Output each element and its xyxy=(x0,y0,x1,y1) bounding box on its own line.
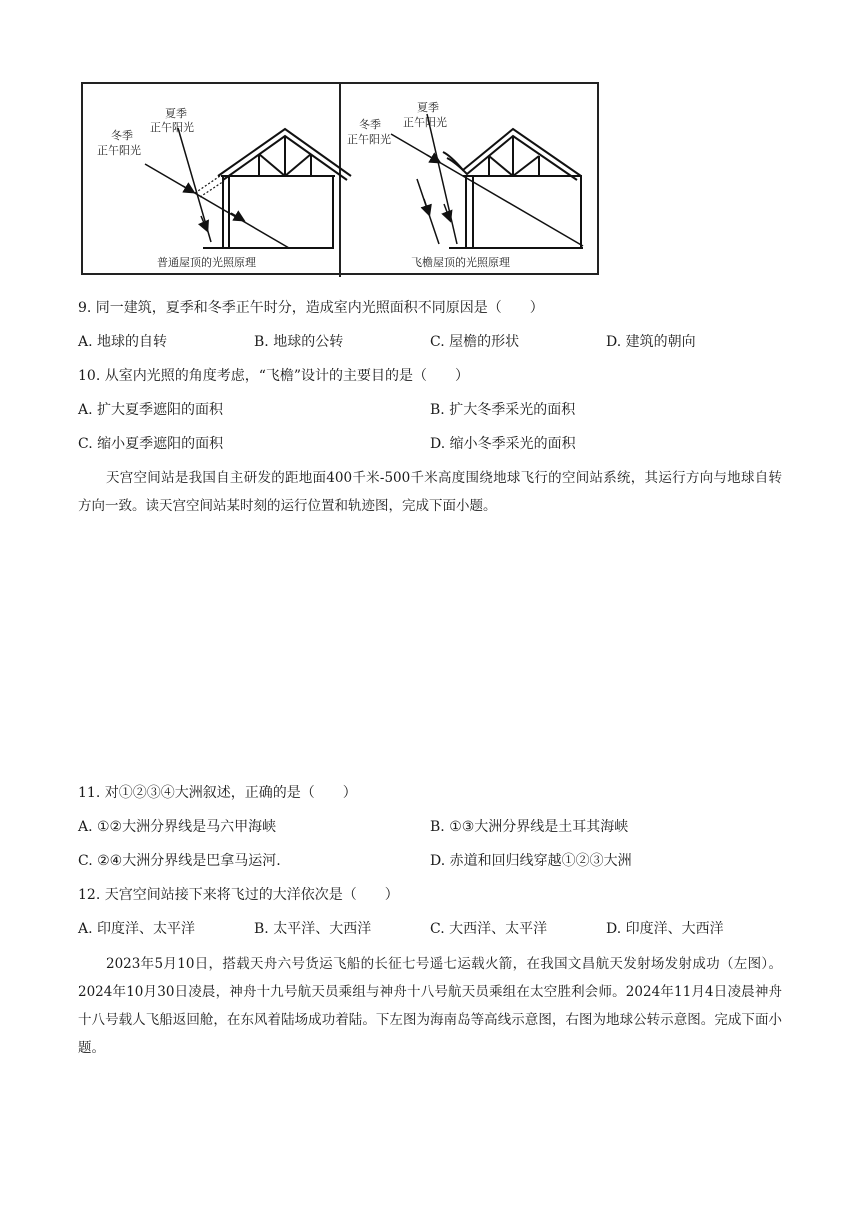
ordinary-roof-house xyxy=(203,129,351,248)
left-summer-label-1: 夏季 xyxy=(165,107,187,120)
left-winter-label-2: 正午阳光 xyxy=(97,144,141,157)
q12-stem: 12. 天宫空间站接下来将飞过的大洋依次是（ ） xyxy=(78,887,399,903)
q11-option-d[interactable]: D. 赤道和回归线穿越①②③大洲 xyxy=(430,853,632,869)
right-winter-label-2: 正午阳光 xyxy=(347,133,391,146)
q9-stem: 9. 同一建筑，夏季和冬季正午时分，造成室内光照面积不同原因是（ ） xyxy=(78,300,544,316)
left-caption: 普通屋顶的光照原理 xyxy=(157,256,256,269)
left-summer-label-2: 正午阳光 xyxy=(150,121,194,134)
right-winter-label-1: 冬季 xyxy=(359,118,381,131)
q10-option-b[interactable]: B. 扩大冬季采光的面积 xyxy=(430,402,576,418)
right-summer-label-2: 正午阳光 xyxy=(403,116,447,129)
q9-option-c[interactable]: C. 屋檐的形状 xyxy=(430,334,520,350)
q10-stem: 10. 从室内光照的角度考虑，“飞檐”设计的主要目的是（ ） xyxy=(78,368,470,384)
eave-extension xyxy=(195,176,220,193)
left-winter-label-1: 冬季 xyxy=(111,129,133,142)
q11-option-b[interactable]: B. ①③大洲分界线是土耳其海峡 xyxy=(430,819,629,835)
flying-eave-roof-house xyxy=(443,129,583,248)
q9-option-b[interactable]: B. 地球的公转 xyxy=(254,334,344,350)
q12-option-a[interactable]: A. 印度洋、太平洋 xyxy=(78,921,196,937)
q11-stem: 11. 对①②③④大洲叙述，正确的是（ ） xyxy=(78,785,357,801)
right-summer-label-1: 夏季 xyxy=(417,101,439,114)
right-caption: 飞檐屋顶的光照原理 xyxy=(411,256,510,269)
q9-option-a[interactable]: A. 地球的自转 xyxy=(78,334,168,350)
q11-option-c[interactable]: C. ②④大洲分界线是巴拿马运河. xyxy=(78,853,281,869)
q9-option-d[interactable]: D. 建筑的朝向 xyxy=(606,334,696,350)
q12-option-c[interactable]: C. 大西洋、太平洋 xyxy=(430,921,548,937)
passage-launch: 2023年5月10日，搭载天舟六号货运飞船的长征七号遥七运载火箭，在我国文昌航天发射场发射成功（左图）。2024年10月30日凌晨，神舟十九号航天员乘组与神舟十八号航天员乘组在太空胜利会师。2024年11月4日凌晨神舟十八号载人飞船返回舱，在东风着陆场成功着陆。下左图为海南岛等高线示意图，右图为地球公转示意图。完成下面小题。 xyxy=(78,956,782,1056)
passage-space-station: 天宫空间站是我国自主研发的距地面400千米-500千米高度围绕地球飞行的空间站系统，其运行方向与地球自转方向一致。读天宫空间站某时刻的运行位置和轨迹图，完成下面小题。 xyxy=(78,470,782,514)
q11-option-a[interactable]: A. ①②大洲分界线是马六甲海峡 xyxy=(78,819,277,835)
q10-option-c[interactable]: C. 缩小夏季遮阳的面积 xyxy=(78,436,224,452)
q10-option-a[interactable]: A. 扩大夏季遮阳的面积 xyxy=(78,402,224,418)
q12-option-b[interactable]: B. 太平洋、大西洋 xyxy=(254,921,372,937)
q10-option-d[interactable]: D. 缩小冬季采光的面积 xyxy=(430,436,576,452)
q12-option-d[interactable]: D. 印度洋、大西洋 xyxy=(606,921,724,937)
roof-sunlight-figure xyxy=(81,82,599,275)
summer-sun-ray-right xyxy=(427,114,457,244)
roof-diagram xyxy=(83,84,601,277)
